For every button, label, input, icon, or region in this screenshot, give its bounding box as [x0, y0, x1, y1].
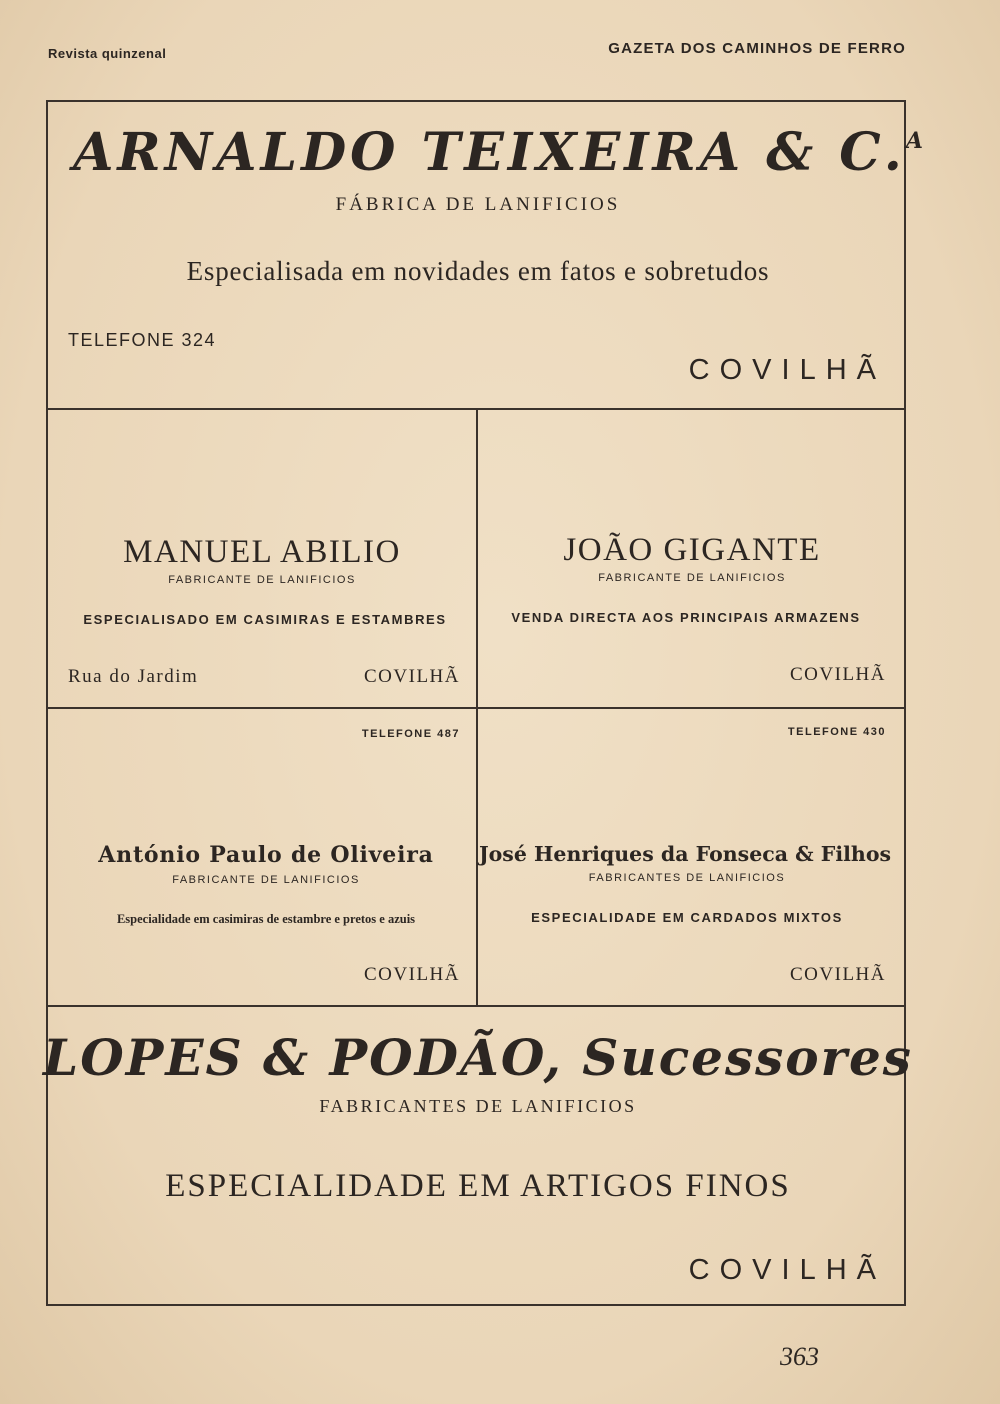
ad-manuel-specialty: ESPECIALISADO EM CASIMIRAS E ESTAMBRES: [83, 612, 447, 627]
ad-top-subtitle: FÁBRICA DE LANIFICIOS: [335, 194, 621, 215]
ad-top-specialty: Especialisada em novidades em fatos e sobretudos: [186, 256, 770, 286]
ad-antonio-phone: TELEFONE 487: [361, 728, 460, 740]
ad-jose-name: José Henriques da Fonseca & Filhos: [478, 842, 892, 866]
page-number: 363: [780, 1342, 819, 1371]
ad-jose-city: COVILHÃ: [790, 964, 886, 985]
running-header-left: Revista quinzenal: [48, 46, 167, 61]
ad-joao-specialty: VENDA DIRECTA AOS PRINCIPAIS ARMAZENS: [511, 610, 861, 625]
ad-bottom-specialty: ESPECIALIDADE EM ARTIGOS FINOS: [165, 1168, 791, 1204]
ad-antonio-name: António Paulo de Oliveira: [98, 842, 434, 868]
ad-jose-phone: TELEFONE 430: [787, 726, 886, 738]
ad-joao-subtitle: FABRICANTE DE LANIFICIOS: [598, 572, 786, 584]
ad-antonio-subtitle: FABRICANTE DE LANIFICIOS: [172, 874, 360, 886]
ad-top-city: COVILHÃ: [688, 354, 886, 386]
ad-joao-name: JOÃO GIGANTE: [563, 532, 821, 568]
ad-manuel-subtitle: FABRICANTE DE LANIFICIOS: [168, 574, 356, 586]
ad-manuel-address: Rua do Jardim: [68, 666, 199, 687]
ad-top-phone: TELEFONE 324: [68, 330, 217, 350]
ad-bottom-name: LOPES & PODÃO, Sucessores: [43, 1028, 913, 1087]
ad-manuel-name: MANUEL ABILIO: [123, 534, 401, 570]
ad-jose-specialty: ESPECIALIDADE EM CARDADOS MIXTOS: [531, 910, 843, 925]
ad-joao-city: COVILHÃ: [790, 664, 886, 685]
ad-antonio-specialty: Especialidade em casimiras de estambre e pretos e azuis: [116, 912, 416, 926]
ad-manuel-city: COVILHÃ: [364, 666, 460, 687]
ad-bottom-city: COVILHÃ: [688, 1254, 886, 1286]
ad-antonio-city: COVILHÃ: [364, 964, 460, 985]
ad-top-name: ARNALDO TEIXEIRA & C.$^A$: [73, 122, 927, 183]
ad-bottom-subtitle: FABRICANTES DE LANIFICIOS: [319, 1096, 637, 1116]
running-header-right: GAZETA DOS CAMINHOS DE FERRO: [608, 40, 906, 57]
ad-jose-subtitle: FABRICANTES DE LANIFICIOS: [588, 872, 786, 884]
